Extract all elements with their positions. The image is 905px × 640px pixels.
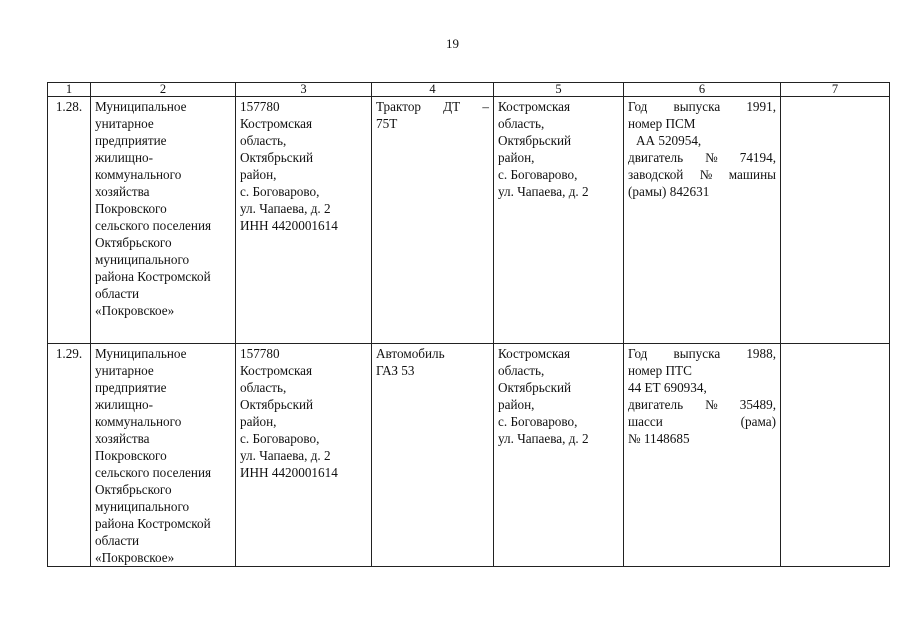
- owner-line: хозяйства: [95, 431, 150, 446]
- name-line-word: Трактор: [376, 99, 422, 114]
- name-line: 75Т: [376, 116, 398, 131]
- details-line: номер ПСМ: [628, 116, 696, 131]
- name-line: Автомобиль: [376, 346, 445, 361]
- owner-line: жилищно-: [95, 150, 154, 165]
- owner-line: Октябрьского: [95, 482, 172, 497]
- location-line: район,: [498, 397, 535, 412]
- owner-cell: [91, 97, 236, 344]
- address-cell: [236, 344, 372, 567]
- owner-line: коммунального: [95, 167, 182, 182]
- owner-line: «Покровское»: [95, 550, 175, 565]
- owner-line: Покровского: [95, 448, 167, 463]
- owner-line: Октябрьского: [95, 235, 172, 250]
- owner-line: Муниципальное: [95, 99, 187, 114]
- owner-line: предприятие: [95, 133, 167, 148]
- registry-table: [47, 82, 890, 567]
- address-line: Костромская: [240, 116, 313, 131]
- location-line: область,: [498, 116, 545, 131]
- details-line: номер ПТС: [628, 363, 692, 378]
- column-7-cell: [781, 97, 890, 344]
- owner-line: области: [95, 286, 140, 301]
- address-line: область,: [240, 133, 287, 148]
- column-header: 6: [624, 83, 781, 97]
- header-row: [48, 83, 890, 97]
- details-line-word: 1991,: [746, 99, 776, 114]
- owner-line: области: [95, 533, 140, 548]
- details-line: № 1148685: [628, 431, 690, 446]
- owner-line: жилищно-: [95, 397, 154, 412]
- details-cell: [624, 97, 781, 344]
- details-line-word: Год: [628, 346, 648, 361]
- location-line: Октябрьский: [498, 380, 572, 395]
- address-line: ИНН 4420001614: [240, 465, 338, 480]
- owner-line: унитарное: [95, 116, 154, 131]
- address-line: ул. Чапаева, д. 2: [240, 448, 331, 463]
- column-header: 1: [48, 83, 91, 97]
- details-line: [628, 98, 776, 115]
- details-line-word: заводской: [628, 167, 684, 182]
- address-line: область,: [240, 380, 287, 395]
- name-line: [376, 98, 489, 115]
- address-line: Костромская: [240, 363, 313, 378]
- row-number: 1.28.: [48, 97, 91, 344]
- location-line: район,: [498, 150, 535, 165]
- column-header: 3: [236, 83, 372, 97]
- address-line: с. Боговарово,: [240, 184, 320, 199]
- location-line: область,: [498, 363, 545, 378]
- row-number: 1.29.: [48, 344, 91, 567]
- details-line: 44 ЕТ 690934,: [628, 380, 707, 395]
- details-line-word: №: [705, 150, 718, 165]
- address-line: район,: [240, 167, 277, 182]
- owner-line: предприятие: [95, 380, 167, 395]
- column-7-cell: [781, 344, 890, 567]
- owner-line: унитарное: [95, 363, 154, 378]
- details-line-word: 1988,: [746, 346, 776, 361]
- address-line: район,: [240, 414, 277, 429]
- owner-cell: [91, 344, 236, 567]
- address-line: ул. Чапаева, д. 2: [240, 201, 331, 216]
- details-line: [628, 396, 776, 413]
- details-line-word: Год: [628, 99, 648, 114]
- location-line: Костромская: [498, 346, 571, 361]
- details-line: АА 520954,: [636, 133, 702, 148]
- name-line-word: –: [482, 99, 489, 114]
- details-line: [628, 345, 776, 362]
- details-line-word: выпуска: [673, 99, 721, 114]
- location-cell: [494, 344, 624, 567]
- owner-line: муниципального: [95, 499, 190, 514]
- owner-line: муниципального: [95, 252, 190, 267]
- table-row: [48, 344, 890, 567]
- table-row: [48, 97, 890, 344]
- owner-line: Покровского: [95, 201, 167, 216]
- owner-line: Муниципальное: [95, 346, 187, 361]
- owner-line: района Костромской: [95, 516, 211, 531]
- column-header: 5: [494, 83, 624, 97]
- details-line: [628, 149, 776, 166]
- location-cell: [494, 97, 624, 344]
- owner-line: хозяйства: [95, 184, 150, 199]
- location-line: Октябрьский: [498, 133, 572, 148]
- page-number: 19: [446, 36, 459, 51]
- details-line-word: машины: [728, 167, 776, 182]
- column-header: 7: [781, 83, 890, 97]
- details-line-word: №: [705, 397, 718, 412]
- details-line-word: №: [699, 167, 713, 182]
- details-line: (рамы) 842631: [628, 184, 710, 199]
- address-line: Октябрьский: [240, 150, 314, 165]
- address-line: с. Боговарово,: [240, 431, 320, 446]
- details-line-word: двигатель: [628, 150, 684, 165]
- details-line-word: шасси: [628, 414, 663, 429]
- name-cell: [372, 97, 494, 344]
- details-line: [628, 166, 776, 183]
- location-line: с. Боговарово,: [498, 167, 578, 182]
- details-line-word: выпуска: [673, 346, 721, 361]
- details-line-word: 74194,: [739, 150, 776, 165]
- location-line: Костромская: [498, 99, 571, 114]
- details-cell: [624, 344, 781, 567]
- details-line-word: 35489,: [739, 397, 776, 412]
- owner-line: «Покровское»: [95, 303, 175, 318]
- owner-line: сельского поселения: [95, 218, 212, 233]
- address-line: ИНН 4420001614: [240, 218, 338, 233]
- name-line-word: ДТ: [443, 99, 461, 114]
- owner-line: коммунального: [95, 414, 182, 429]
- name-cell: [372, 344, 494, 567]
- column-header: 2: [91, 83, 236, 97]
- owner-line: района Костромской: [95, 269, 211, 284]
- details-line-word: (рама): [740, 414, 776, 429]
- column-header: 4: [372, 83, 494, 97]
- address-cell: [236, 97, 372, 344]
- location-line: ул. Чапаева, д. 2: [498, 431, 589, 446]
- address-line: Октябрьский: [240, 397, 314, 412]
- name-line: ГАЗ 53: [376, 363, 415, 378]
- location-line: ул. Чапаева, д. 2: [498, 184, 589, 199]
- details-line-word: двигатель: [628, 397, 684, 412]
- address-line: 157780: [240, 99, 280, 114]
- location-line: с. Боговарово,: [498, 414, 578, 429]
- address-line: 157780: [240, 346, 280, 361]
- owner-line: сельского поселения: [95, 465, 212, 480]
- details-line: [628, 413, 776, 430]
